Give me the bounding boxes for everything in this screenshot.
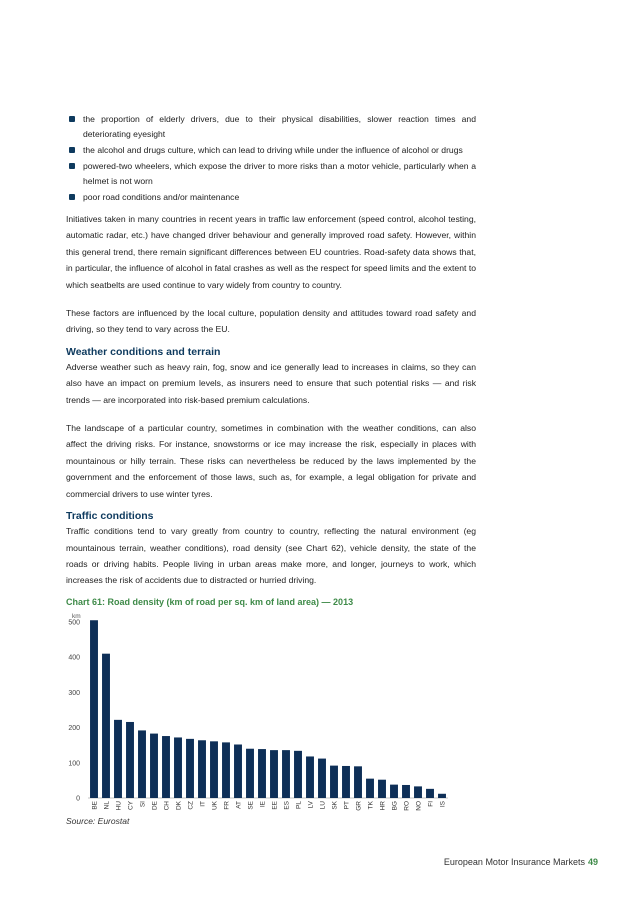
bar-fi <box>426 789 434 798</box>
bar-tk <box>366 779 374 798</box>
bar-cz <box>186 739 194 798</box>
road-density-chart <box>60 610 460 820</box>
bullet-square-icon <box>69 163 75 169</box>
paragraph-landscape: The landscape of a particular country, sometimes in combination with the weather conditions, can also affect the driving risks. For instance, snowstorms or ice may increase the risk, especially in places with mountainous or hilly terrain. These risks can nevertheless be reduced by the laws implemented by the government and the enforcement of those laws, such as, for example, a legal obligation for private and commercial drivers to use winter tyres. <box>66 423 476 499</box>
bar-de <box>150 734 158 798</box>
x-tick-label: CH <box>163 801 171 811</box>
x-tick-label: TK <box>367 801 375 810</box>
x-tick-label: FI <box>427 801 435 807</box>
list-item-text: powered-two wheelers, which expose the driver to more risks than a motor vehicle, particularly when a helmet is not worn <box>83 161 476 186</box>
bar-is <box>438 794 446 798</box>
x-tick-label: LU <box>319 801 327 810</box>
x-tick-label: LV <box>307 801 315 809</box>
page-content <box>66 112 476 607</box>
x-tick-label: GR <box>355 801 363 811</box>
page-number: 49 <box>587 857 598 867</box>
x-tick-label: SE <box>247 801 255 810</box>
x-tick-label: CY <box>127 801 135 811</box>
y-tick-label: 200 <box>68 725 80 733</box>
x-tick-label: SI <box>139 801 147 808</box>
bullet-square-icon <box>69 147 75 153</box>
x-tick-label: CZ <box>187 801 195 810</box>
list-item-text: the proportion of elderly drivers, due to their physical disabilities, slower reaction times and deteriorating eyesight <box>83 114 476 139</box>
heading-traffic: Traffic conditions <box>66 510 154 523</box>
footer-title: European Motor Insurance Markets <box>443 857 585 867</box>
list-item <box>66 143 476 158</box>
bullet-square-icon <box>69 194 75 200</box>
chart-source: Source: Eurostat <box>66 816 130 826</box>
heading-weather: Weather conditions and terrain <box>66 345 221 358</box>
x-tick-label: AT <box>235 801 243 809</box>
bar-dk <box>174 737 182 798</box>
bar-it <box>198 740 206 798</box>
list-item <box>66 112 476 142</box>
x-tick-label: IS <box>439 801 447 808</box>
bar-ee <box>270 750 278 798</box>
bar-at <box>234 744 242 798</box>
x-tick-label: BG <box>391 801 399 811</box>
x-tick-label: HR <box>379 801 387 811</box>
y-tick-label: 500 <box>68 619 80 627</box>
y-axis-unit-label: km <box>72 613 81 620</box>
bar-no <box>414 786 422 798</box>
bar-pt <box>342 766 350 798</box>
bar-nl <box>102 654 110 798</box>
bar-se <box>246 749 254 798</box>
x-tick-label: PT <box>343 801 351 810</box>
bar-sk <box>330 766 338 798</box>
bar-si <box>138 730 146 798</box>
x-tick-label: HU <box>115 801 123 811</box>
x-tick-label: PL <box>295 801 303 809</box>
paragraph-traffic: Traffic conditions tend to vary greatly from country to country, reflecting the natural environment (eg mountainous terrain, weather conditions), road density (see Chart 62), vehicle density, the state of the roads or driving habits. People living in urban areas make more, and longer, journeys to work, which increases the risk of accidents due to distracted or hurried driving. <box>66 526 476 586</box>
bar-ch <box>162 736 170 798</box>
x-tick-label: BE <box>91 801 99 810</box>
x-tick-label: UK <box>211 801 219 811</box>
list-item-text: poor road conditions and/or maintenance <box>83 192 240 202</box>
x-tick-label: DK <box>175 801 183 811</box>
y-tick-label: 300 <box>68 689 80 697</box>
bar-hr <box>378 780 386 798</box>
y-tick-label: 0 <box>76 795 80 803</box>
x-tick-label: RO <box>403 801 411 811</box>
x-tick-label: IE <box>259 801 267 808</box>
paragraph-weather: Adverse weather such as heavy rain, fog, snow and ice generally lead to increases in claims, so they can also have an impact on premium levels, as insurers need to ensure that such potential risks — and risk trends — are incorporated into risk-based premium calculations. <box>66 361 476 405</box>
y-tick-label: 100 <box>68 760 80 768</box>
x-tick-label: SK <box>331 801 339 810</box>
chart-title: Chart 61: Road density (km of road per sq. km of land area) — 2013 <box>66 596 354 607</box>
bar-es <box>282 750 290 798</box>
list-item-text: the alcohol and drugs culture, which can lead to driving while under the influence of alcohol or drugs <box>83 145 463 155</box>
x-tick-label: NL <box>103 801 111 810</box>
bar-lu <box>318 759 326 798</box>
paragraph-factors: These factors are influenced by the local culture, population density and attitudes toward road safety and driving, so they tend to vary across the EU. <box>66 308 476 335</box>
bar-uk <box>210 741 218 798</box>
bar-lv <box>306 756 314 798</box>
x-tick-label: DE <box>151 801 159 811</box>
bar-gr <box>354 766 362 798</box>
bar-fr <box>222 742 230 798</box>
bar-ie <box>258 749 266 798</box>
risk-factor-list <box>66 112 476 205</box>
list-item <box>66 159 476 189</box>
bullet-square-icon <box>69 116 75 122</box>
paragraph-enforcement: Initiatives taken in many countries in recent years in traffic law enforcement (speed control, alcohol testing, automatic radar, etc.) have changed driver behaviour and generally improved road safety. However, within this general trend, there remain significant differences between EU countries. Road-safety data shows that, in particular, the influence of alcohol in fatal crashes as well as the respect for speed limits and the extent to which seatbelts are used continue to vary widely from country to country. <box>66 214 476 290</box>
list-item <box>66 190 476 205</box>
bar-hu <box>114 720 122 798</box>
bar-bg <box>390 785 398 798</box>
bar-pl <box>294 751 302 798</box>
x-tick-label: NO <box>415 801 423 811</box>
bar-be <box>90 620 98 798</box>
x-tick-label: ES <box>283 801 291 810</box>
bar-cy <box>126 722 134 798</box>
bar-ro <box>402 785 410 798</box>
page-footer <box>444 857 598 867</box>
x-tick-label: EE <box>271 801 279 810</box>
x-tick-label: FR <box>223 801 231 810</box>
x-tick-label: IT <box>199 801 207 807</box>
y-tick-label: 400 <box>68 654 80 662</box>
